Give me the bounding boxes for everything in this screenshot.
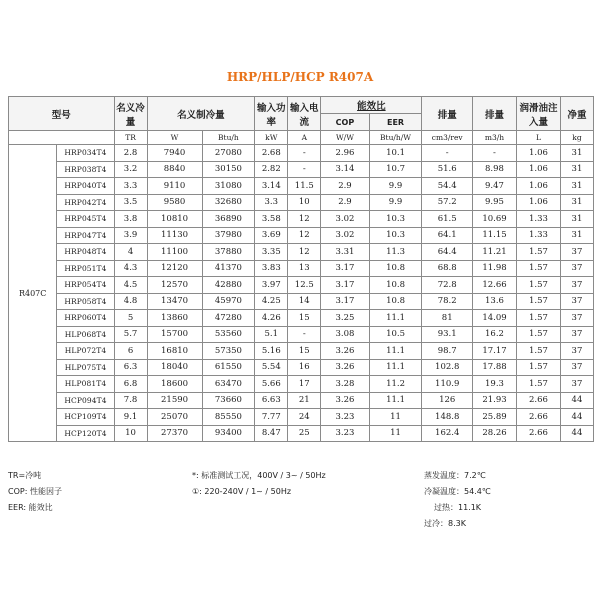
value-cell: 2.96 <box>321 145 369 162</box>
table-row <box>9 161 594 178</box>
value-cell: 98.7 <box>422 343 473 360</box>
value-cell: 3.97 <box>255 277 288 294</box>
value-cell: 37 <box>560 343 593 360</box>
value-cell: 31 <box>560 211 593 228</box>
value-cell: 13470 <box>147 293 202 310</box>
unit-model-blank <box>9 131 115 145</box>
value-cell: 11.3 <box>369 244 422 261</box>
value-cell: 1.57 <box>516 277 560 294</box>
value-cell: 1.06 <box>516 178 560 195</box>
value-cell: 36890 <box>202 211 255 228</box>
value-cell: 93.1 <box>422 326 473 343</box>
value-cell: 8.98 <box>473 161 517 178</box>
value-cell: 1.57 <box>516 376 560 393</box>
table-row <box>9 211 594 228</box>
value-cell: 31 <box>560 194 593 211</box>
value-cell: 10.69 <box>473 211 517 228</box>
table-body <box>9 145 594 442</box>
value-cell: 11 <box>369 425 422 442</box>
value-cell: 11100 <box>147 244 202 261</box>
value-cell: 10.8 <box>369 277 422 294</box>
value-cell: 3.02 <box>321 227 369 244</box>
model-cell: HLP081T4 <box>57 376 114 393</box>
value-cell: 31 <box>560 178 593 195</box>
value-cell: 148.8 <box>422 409 473 426</box>
value-cell: 10.3 <box>369 211 422 228</box>
value-cell: 15 <box>288 343 321 360</box>
value-cell: 3.5 <box>114 194 147 211</box>
value-cell: 3.69 <box>255 227 288 244</box>
value-cell: 2.66 <box>516 392 560 409</box>
value-cell: 9580 <box>147 194 202 211</box>
value-cell: 17 <box>288 376 321 393</box>
notes-left <box>8 468 62 516</box>
value-cell: 1.57 <box>516 293 560 310</box>
note-cop: COP: 性能因子 <box>8 487 62 496</box>
value-cell: 1.33 <box>516 227 560 244</box>
value-cell: 7940 <box>147 145 202 162</box>
value-cell: 25070 <box>147 409 202 426</box>
table-row <box>9 425 594 442</box>
value-cell: 27080 <box>202 145 255 162</box>
value-cell: 3.26 <box>321 392 369 409</box>
value-cell: 110.9 <box>422 376 473 393</box>
unit-cell: A <box>288 131 321 145</box>
value-cell: 16.2 <box>473 326 517 343</box>
value-cell: - <box>473 145 517 162</box>
value-cell: 9.1 <box>114 409 147 426</box>
unit-cell: L <box>516 131 560 145</box>
value-cell: 2.82 <box>255 161 288 178</box>
value-cell: 3.25 <box>321 310 369 327</box>
value-cell: 21590 <box>147 392 202 409</box>
header-nominal-tr: 名义冷量 <box>114 97 147 131</box>
value-cell: 44 <box>560 409 593 426</box>
value-cell: 6.8 <box>114 376 147 393</box>
value-cell: 10.3 <box>369 227 422 244</box>
value-cell: 81 <box>422 310 473 327</box>
value-cell: 11130 <box>147 227 202 244</box>
value-cell: 32680 <box>202 194 255 211</box>
value-cell: 12.66 <box>473 277 517 294</box>
value-cell: 3.58 <box>255 211 288 228</box>
value-cell: 54.4 <box>422 178 473 195</box>
header-cop: COP <box>321 114 369 131</box>
value-cell: 3.02 <box>321 211 369 228</box>
value-cell: 28.26 <box>473 425 517 442</box>
model-cell: HRP038T4 <box>57 161 114 178</box>
value-cell: 25.89 <box>473 409 517 426</box>
value-cell: 31080 <box>202 178 255 195</box>
value-cell: 3.14 <box>255 178 288 195</box>
value-cell: 17.88 <box>473 359 517 376</box>
refrigerant-group: R407C <box>9 145 57 442</box>
table-row <box>9 194 594 211</box>
table-row <box>9 409 594 426</box>
value-cell: 1.57 <box>516 359 560 376</box>
value-cell: 1.57 <box>516 244 560 261</box>
spec-table <box>8 96 594 442</box>
value-cell: 25 <box>288 425 321 442</box>
value-cell: 3.8 <box>114 211 147 228</box>
note-single-phase: ①: 220-240V / 1~ / 50Hz <box>192 487 292 496</box>
value-cell: 3.28 <box>321 376 369 393</box>
table-row <box>9 227 594 244</box>
value-cell: 31 <box>560 227 593 244</box>
value-cell: 16 <box>288 359 321 376</box>
value-cell: 126 <box>422 392 473 409</box>
header-oil: 润滑油注入量 <box>516 97 560 131</box>
value-cell: 18040 <box>147 359 202 376</box>
unit-cell: Btu/h <box>202 131 255 145</box>
unit-cell: kg <box>560 131 593 145</box>
value-cell: 7.8 <box>114 392 147 409</box>
table-row <box>9 343 594 360</box>
value-cell: 6.63 <box>255 392 288 409</box>
value-cell: 1.57 <box>516 343 560 360</box>
value-cell: 12.5 <box>288 277 321 294</box>
value-cell: 10810 <box>147 211 202 228</box>
table-row <box>9 293 594 310</box>
value-cell: 1.33 <box>516 211 560 228</box>
value-cell: 1.57 <box>516 310 560 327</box>
header-nominal-capacity: 名义制冷量 <box>147 97 255 131</box>
value-cell: 3.26 <box>321 359 369 376</box>
table-row <box>9 277 594 294</box>
unit-cell: m3/h <box>473 131 517 145</box>
header-input-current: 输入电流 <box>288 97 321 131</box>
value-cell: 13860 <box>147 310 202 327</box>
value-cell: 4.3 <box>114 260 147 277</box>
table-row <box>9 376 594 393</box>
value-cell: 61.5 <box>422 211 473 228</box>
value-cell: 4.8 <box>114 293 147 310</box>
notes-mid <box>192 468 326 500</box>
unit-cell: Btu/h/W <box>369 131 422 145</box>
value-cell: 8840 <box>147 161 202 178</box>
note-subcooling: 过冷：8.3K <box>424 519 466 528</box>
value-cell: 9.47 <box>473 178 517 195</box>
value-cell: - <box>288 145 321 162</box>
value-cell: 42880 <box>202 277 255 294</box>
model-cell: HCP094T4 <box>57 392 114 409</box>
value-cell: 11.15 <box>473 227 517 244</box>
value-cell: 11.5 <box>288 178 321 195</box>
value-cell: 3.08 <box>321 326 369 343</box>
value-cell: 2.66 <box>516 425 560 442</box>
value-cell: 21.93 <box>473 392 517 409</box>
value-cell: 10.1 <box>369 145 422 162</box>
model-cell: HRP047T4 <box>57 227 114 244</box>
note-superheat: 过热：11.1K <box>434 503 482 512</box>
value-cell: 11.1 <box>369 310 422 327</box>
value-cell: 10.8 <box>369 293 422 310</box>
value-cell: 37880 <box>202 244 255 261</box>
value-cell: 41370 <box>202 260 255 277</box>
value-cell: 4 <box>114 244 147 261</box>
value-cell: 3.26 <box>321 343 369 360</box>
value-cell: 10 <box>288 194 321 211</box>
value-cell: 78.2 <box>422 293 473 310</box>
value-cell: 3.23 <box>321 425 369 442</box>
value-cell: 2.66 <box>516 409 560 426</box>
value-cell: 2.9 <box>321 194 369 211</box>
value-cell: 11.1 <box>369 392 422 409</box>
value-cell: 12570 <box>147 277 202 294</box>
value-cell: 5.66 <box>255 376 288 393</box>
value-cell: 61550 <box>202 359 255 376</box>
value-cell: 3.9 <box>114 227 147 244</box>
value-cell: 5.54 <box>255 359 288 376</box>
unit-cell: W/W <box>321 131 369 145</box>
value-cell: 57.2 <box>422 194 473 211</box>
value-cell: 2.9 <box>321 178 369 195</box>
value-cell: 10.8 <box>369 260 422 277</box>
value-cell: 1.06 <box>516 145 560 162</box>
value-cell: 15700 <box>147 326 202 343</box>
value-cell: 3.2 <box>114 161 147 178</box>
value-cell: 5.7 <box>114 326 147 343</box>
header-model: 型号 <box>9 97 115 131</box>
value-cell: 37 <box>560 277 593 294</box>
model-cell: HLP068T4 <box>57 326 114 343</box>
unit-cell: cm3/rev <box>422 131 473 145</box>
value-cell: 1.57 <box>516 326 560 343</box>
value-cell: 10 <box>114 425 147 442</box>
model-cell: HRP045T4 <box>57 211 114 228</box>
value-cell: 8.47 <box>255 425 288 442</box>
value-cell: 102.8 <box>422 359 473 376</box>
value-cell: 10.5 <box>369 326 422 343</box>
header-efficiency: 能效比 <box>321 97 422 114</box>
model-cell: HRP048T4 <box>57 244 114 261</box>
value-cell: 24 <box>288 409 321 426</box>
value-cell: 68.8 <box>422 260 473 277</box>
header-displacement-2: 排量 <box>473 97 517 131</box>
value-cell: 37 <box>560 376 593 393</box>
notes-right <box>424 468 491 532</box>
note-test-condition: *: 标准测试工况，400V / 3~ / 50Hz <box>192 471 326 480</box>
value-cell: - <box>288 161 321 178</box>
value-cell: 4.5 <box>114 277 147 294</box>
value-cell: 37980 <box>202 227 255 244</box>
value-cell: 44 <box>560 392 593 409</box>
value-cell: 57350 <box>202 343 255 360</box>
value-cell: 9.9 <box>369 194 422 211</box>
value-cell: 37 <box>560 310 593 327</box>
value-cell: 3.14 <box>321 161 369 178</box>
table-row <box>9 244 594 261</box>
value-cell: 37 <box>560 244 593 261</box>
value-cell: 64.4 <box>422 244 473 261</box>
value-cell: 6.3 <box>114 359 147 376</box>
value-cell: - <box>288 326 321 343</box>
value-cell: 11.21 <box>473 244 517 261</box>
table-row <box>9 310 594 327</box>
model-cell: HRP060T4 <box>57 310 114 327</box>
value-cell: 13.6 <box>473 293 517 310</box>
table-row <box>9 178 594 195</box>
value-cell: - <box>422 145 473 162</box>
value-cell: 18600 <box>147 376 202 393</box>
note-tr: TR=冷吨 <box>8 471 42 480</box>
model-cell: HRP040T4 <box>57 178 114 195</box>
value-cell: 11 <box>369 409 422 426</box>
value-cell: 5.1 <box>255 326 288 343</box>
value-cell: 37 <box>560 326 593 343</box>
value-cell: 27370 <box>147 425 202 442</box>
header-eer: EER <box>369 114 422 131</box>
model-cell: HRP042T4 <box>57 194 114 211</box>
value-cell: 31 <box>560 145 593 162</box>
value-cell: 37 <box>560 293 593 310</box>
value-cell: 3.23 <box>321 409 369 426</box>
table-title: HRP/HLP/HCP R407A <box>226 70 374 84</box>
model-cell: HLP075T4 <box>57 359 114 376</box>
model-cell: HRP054T4 <box>57 277 114 294</box>
model-cell: HRP051T4 <box>57 260 114 277</box>
value-cell: 2.8 <box>114 145 147 162</box>
value-cell: 3.17 <box>321 293 369 310</box>
header-displacement: 排量 <box>422 97 473 131</box>
value-cell: 11.1 <box>369 359 422 376</box>
table-row <box>9 145 594 162</box>
value-cell: 16810 <box>147 343 202 360</box>
model-cell: HCP109T4 <box>57 409 114 426</box>
table-row <box>9 326 594 343</box>
value-cell: 45970 <box>202 293 255 310</box>
value-cell: 3.17 <box>321 260 369 277</box>
value-cell: 14.09 <box>473 310 517 327</box>
value-cell: 10.7 <box>369 161 422 178</box>
model-cell: HCP120T4 <box>57 425 114 442</box>
table-row <box>9 392 594 409</box>
model-cell: HRP058T4 <box>57 293 114 310</box>
value-cell: 3.3 <box>114 178 147 195</box>
header-input-power: 输入功率 <box>255 97 288 131</box>
value-cell: 30150 <box>202 161 255 178</box>
value-cell: 3.3 <box>255 194 288 211</box>
value-cell: 5.16 <box>255 343 288 360</box>
value-cell: 3.35 <box>255 244 288 261</box>
value-cell: 12 <box>288 227 321 244</box>
value-cell: 64.1 <box>422 227 473 244</box>
value-cell: 2.68 <box>255 145 288 162</box>
value-cell: 44 <box>560 425 593 442</box>
value-cell: 21 <box>288 392 321 409</box>
value-cell: 31 <box>560 161 593 178</box>
value-cell: 9.95 <box>473 194 517 211</box>
value-cell: 73660 <box>202 392 255 409</box>
value-cell: 4.25 <box>255 293 288 310</box>
value-cell: 12 <box>288 211 321 228</box>
value-cell: 4.26 <box>255 310 288 327</box>
value-cell: 14 <box>288 293 321 310</box>
value-cell: 19.3 <box>473 376 517 393</box>
value-cell: 12 <box>288 244 321 261</box>
value-cell: 85550 <box>202 409 255 426</box>
value-cell: 53560 <box>202 326 255 343</box>
value-cell: 37 <box>560 260 593 277</box>
note-evaporating-temp: 蒸发温度：7.2℃ <box>424 471 486 480</box>
note-eer: EER: 能效比 <box>8 503 53 512</box>
value-cell: 1.06 <box>516 194 560 211</box>
value-cell: 15 <box>288 310 321 327</box>
model-cell: HRP034T4 <box>57 145 114 162</box>
value-cell: 72.8 <box>422 277 473 294</box>
table-row <box>9 260 594 277</box>
value-cell: 3.17 <box>321 277 369 294</box>
value-cell: 1.57 <box>516 260 560 277</box>
value-cell: 162.4 <box>422 425 473 442</box>
model-cell: HLP072T4 <box>57 343 114 360</box>
value-cell: 63470 <box>202 376 255 393</box>
table-row <box>9 359 594 376</box>
value-cell: 11.98 <box>473 260 517 277</box>
value-cell: 37 <box>560 359 593 376</box>
value-cell: 51.6 <box>422 161 473 178</box>
value-cell: 93400 <box>202 425 255 442</box>
value-cell: 12120 <box>147 260 202 277</box>
value-cell: 9110 <box>147 178 202 195</box>
value-cell: 7.77 <box>255 409 288 426</box>
value-cell: 6 <box>114 343 147 360</box>
value-cell: 11.1 <box>369 343 422 360</box>
note-condensing-temp: 冷凝温度：54.4℃ <box>424 487 491 496</box>
value-cell: 3.31 <box>321 244 369 261</box>
unit-cell: kW <box>255 131 288 145</box>
value-cell: 3.83 <box>255 260 288 277</box>
value-cell: 13 <box>288 260 321 277</box>
value-cell: 1.06 <box>516 161 560 178</box>
value-cell: 47280 <box>202 310 255 327</box>
value-cell: 9.9 <box>369 178 422 195</box>
unit-cell: W <box>147 131 202 145</box>
header-net-weight: 净重 <box>560 97 593 131</box>
value-cell: 17.17 <box>473 343 517 360</box>
value-cell: 5 <box>114 310 147 327</box>
unit-cell: TR <box>114 131 147 145</box>
value-cell: 11.2 <box>369 376 422 393</box>
